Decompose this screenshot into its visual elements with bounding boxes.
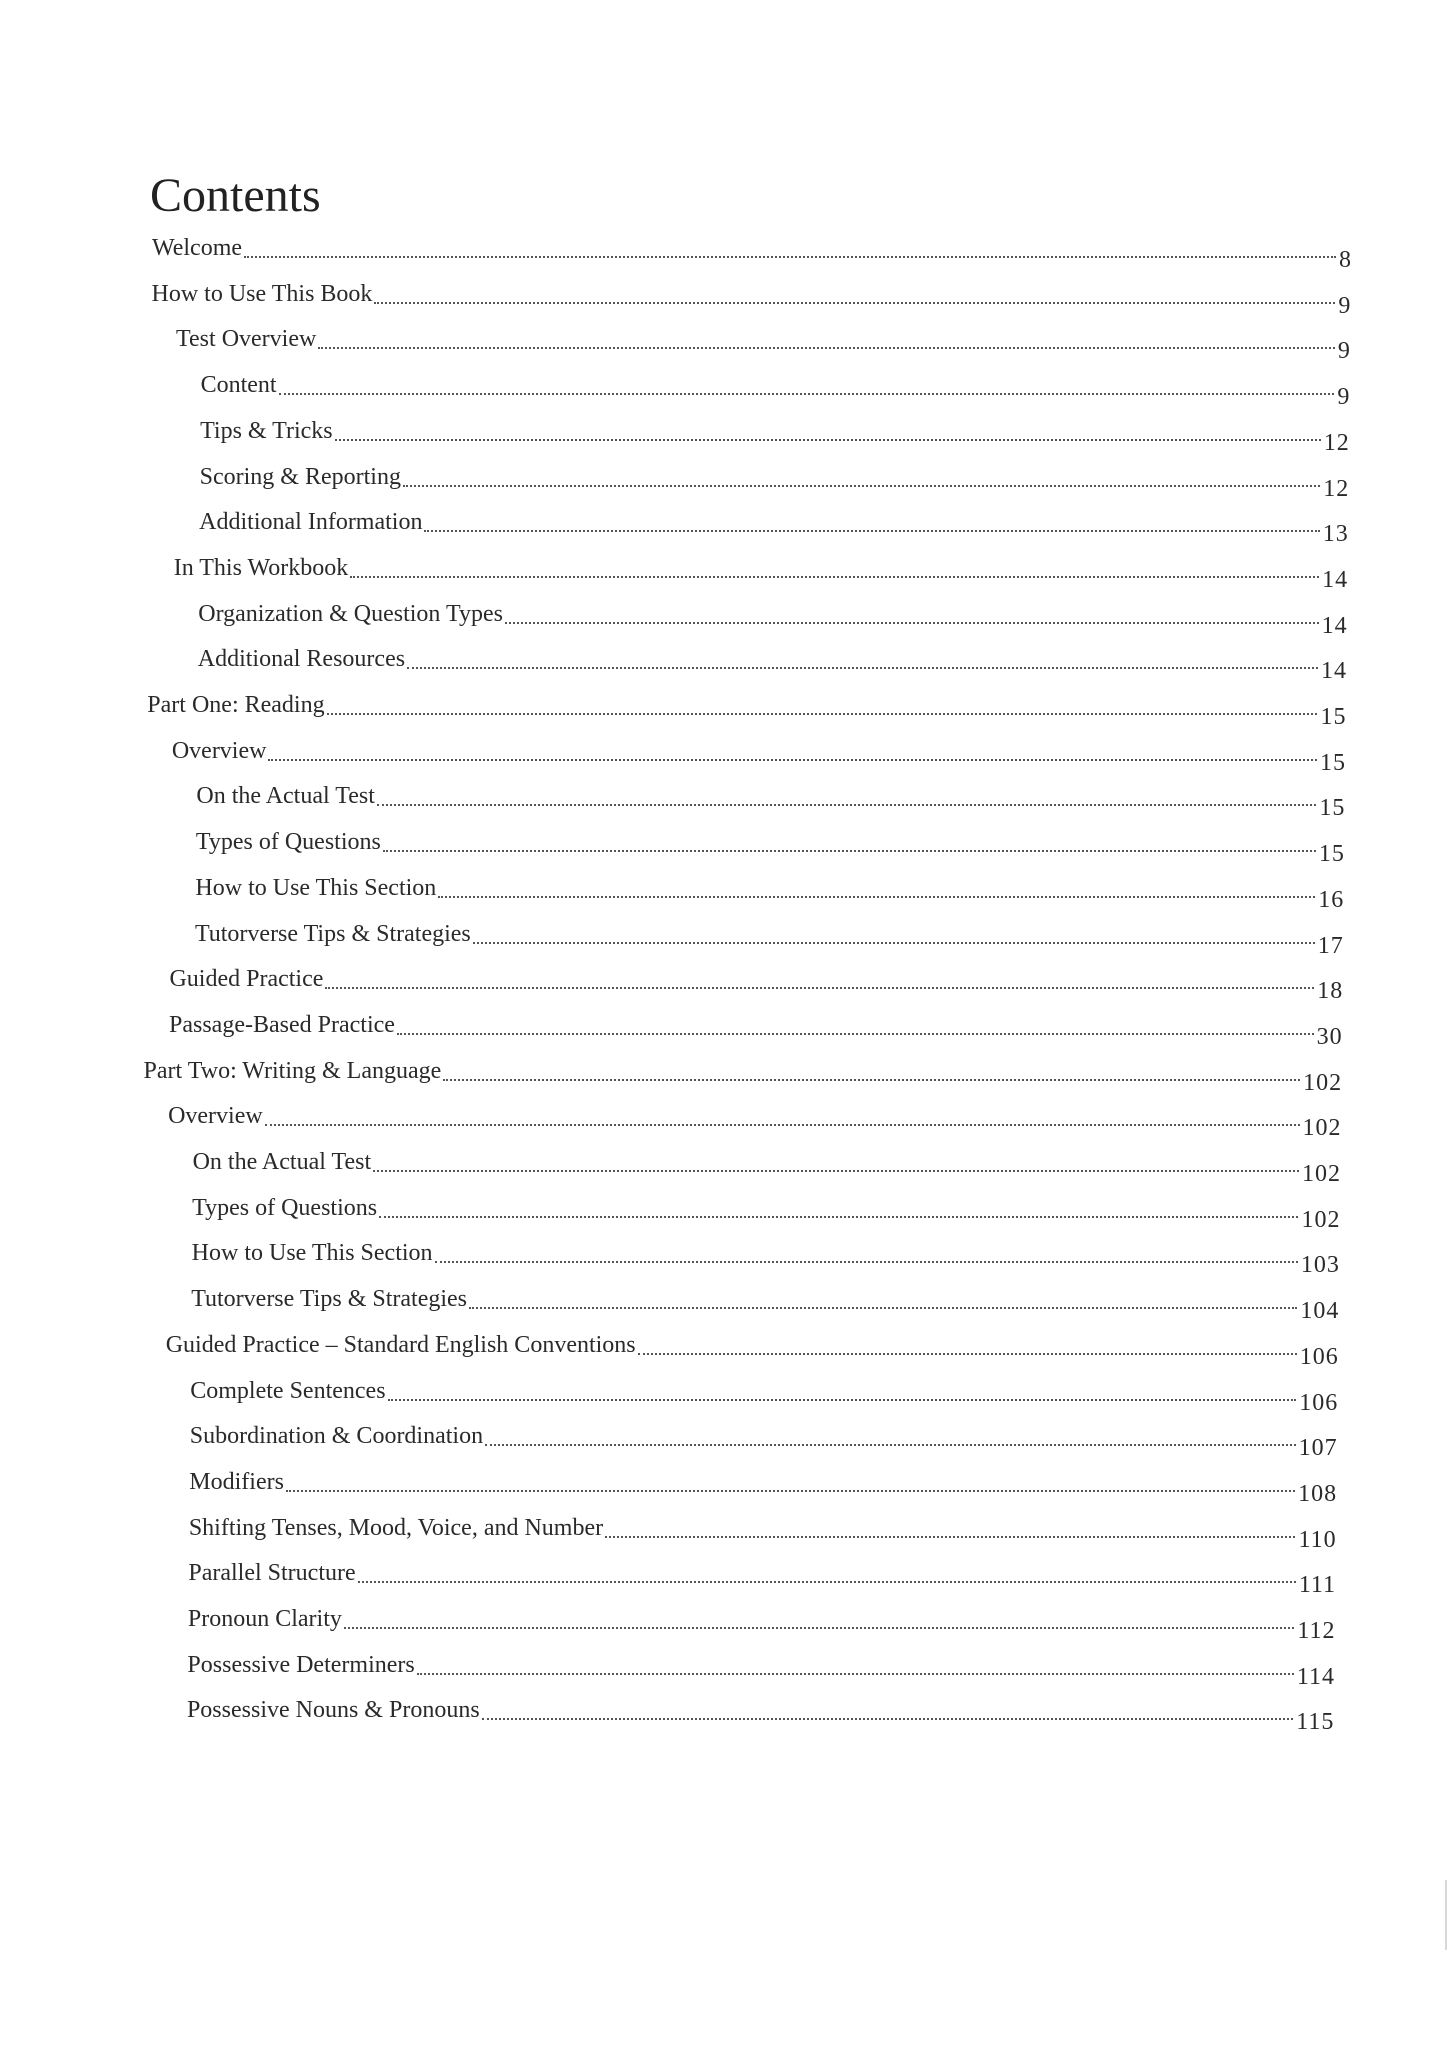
toc-entry-page-number: 112 bbox=[1297, 1618, 1336, 1644]
toc-entry bbox=[143, 1055, 1343, 1096]
toc-entry-page-number: 12 bbox=[1323, 429, 1350, 456]
toc-entry-page-number: 114 bbox=[1296, 1663, 1335, 1690]
toc-entry-label: Additional Information bbox=[199, 509, 423, 536]
toc-dot-leader bbox=[417, 1673, 1294, 1675]
toc-entry-label: Subordination & Coordination bbox=[189, 1423, 484, 1450]
toc-entry-label: Modifiers bbox=[189, 1468, 284, 1495]
toc-dot-leader bbox=[265, 1124, 1300, 1126]
toc-entry-label: Scoring & Reporting bbox=[199, 463, 401, 490]
toc-entry-page-number: 111 bbox=[1298, 1572, 1337, 1599]
toc-entry-label: Types of Questions bbox=[195, 829, 381, 856]
toc-entry bbox=[151, 278, 1352, 319]
toc-entry-label: Parallel Structure bbox=[188, 1560, 356, 1587]
toc-entry-label: Types of Questions bbox=[192, 1194, 378, 1221]
toc-entry-page-number: 102 bbox=[1301, 1206, 1341, 1233]
toc-entry-page-number: 106 bbox=[1299, 1389, 1339, 1416]
toc-entry-page-number: 115 bbox=[1296, 1709, 1335, 1736]
toc-entry-label: Additional Resources bbox=[197, 646, 406, 673]
toc-entry-page-number: 14 bbox=[1322, 566, 1349, 593]
toc-dot-leader bbox=[397, 1033, 1314, 1035]
toc-dot-leader bbox=[438, 896, 1315, 898]
toc-entry bbox=[176, 323, 1351, 365]
toc-dot-leader bbox=[482, 1718, 1294, 1720]
toc-entry bbox=[165, 1329, 1339, 1370]
toc-entry bbox=[152, 232, 1352, 273]
toc-dot-leader bbox=[403, 485, 1320, 487]
toc-entry-page-number: 17 bbox=[1317, 932, 1344, 959]
toc-entry-page-number: 110 bbox=[1298, 1526, 1337, 1553]
toc-entry-page-number: 15 bbox=[1319, 795, 1346, 822]
toc-entry-page-number: 14 bbox=[1321, 612, 1348, 639]
toc-entry-label: Passage-Based Practice bbox=[169, 1011, 395, 1038]
toc-entry-label: Welcome bbox=[152, 235, 243, 261]
toc-entry-page-number: 15 bbox=[1319, 749, 1346, 776]
toc-dot-leader bbox=[383, 850, 1316, 852]
toc-entry-page-number: 16 bbox=[1318, 886, 1345, 913]
toc-entry-label: Pronoun Clarity bbox=[187, 1606, 342, 1632]
toc-entry-label: On the Actual Test bbox=[192, 1149, 372, 1175]
toc-entry bbox=[200, 369, 1351, 411]
toc-entry-page-number: 102 bbox=[1301, 1161, 1341, 1187]
toc-entry-label: How to Use This Section bbox=[191, 1240, 433, 1267]
toc-entry-label: On the Actual Test bbox=[196, 783, 375, 810]
toc-entry-page-number: 106 bbox=[1299, 1343, 1339, 1370]
toc-entry-label: Shifting Tenses, Mood, Voice, and Number bbox=[188, 1514, 604, 1541]
toc-entry bbox=[187, 1603, 1336, 1644]
toc-entry-page-number: 9 bbox=[1338, 292, 1352, 319]
toc-entry bbox=[191, 1283, 1340, 1325]
toc-dot-leader bbox=[279, 393, 1335, 395]
toc-entry bbox=[147, 689, 1347, 730]
toc-entry bbox=[197, 643, 1348, 685]
toc-dot-leader bbox=[485, 1444, 1296, 1446]
toc-dot-leader bbox=[327, 713, 1318, 715]
toc-entry-label: In This Workbook bbox=[173, 554, 349, 581]
toc-entry bbox=[168, 1100, 1342, 1142]
toc-entry bbox=[191, 1237, 1340, 1279]
toc-entry bbox=[200, 415, 1350, 456]
toc-dot-leader bbox=[388, 1399, 1297, 1401]
toc-entry-label: Tips & Tricks bbox=[200, 417, 333, 444]
toc-dot-leader bbox=[605, 1536, 1295, 1538]
toc-entry-page-number: 9 bbox=[1337, 384, 1351, 411]
toc-entry-page-number: 102 bbox=[1303, 1069, 1343, 1096]
toc-dot-leader bbox=[435, 1261, 1298, 1263]
toc-entry bbox=[192, 1192, 1341, 1233]
toc-dot-leader bbox=[374, 302, 1335, 304]
toc-entry-label: Part One: Reading bbox=[147, 692, 325, 718]
toc-entry-label: How to Use This Book bbox=[151, 280, 373, 307]
toc-entry bbox=[199, 506, 1349, 548]
toc-entry bbox=[189, 1466, 1338, 1507]
toc-entry bbox=[190, 1375, 1339, 1416]
toc-entry-page-number: 9 bbox=[1337, 338, 1351, 365]
toc-dot-leader bbox=[268, 759, 1316, 761]
page-title: Contents bbox=[150, 169, 321, 222]
toc-entry-page-number: 108 bbox=[1298, 1480, 1338, 1507]
toc-entry bbox=[171, 735, 1346, 776]
toc-entry-page-number: 103 bbox=[1300, 1252, 1340, 1279]
toc-dot-leader bbox=[407, 667, 1318, 669]
toc-entry-page-number: 102 bbox=[1302, 1115, 1342, 1142]
scan-edge-mark bbox=[1445, 1880, 1447, 1950]
toc-entry-label: Guided Practice bbox=[169, 966, 324, 993]
toc-dot-leader bbox=[443, 1079, 1300, 1081]
toc-entry-page-number: 30 bbox=[1316, 1023, 1343, 1050]
toc-dot-leader bbox=[505, 622, 1319, 624]
toc-entry bbox=[188, 1512, 1337, 1553]
toc-dot-leader bbox=[344, 1627, 1294, 1629]
toc-entry-label: Tutorverse Tips & Strategies bbox=[191, 1286, 467, 1313]
toc-entry-page-number: 107 bbox=[1298, 1435, 1338, 1462]
toc-dot-leader bbox=[469, 1307, 1297, 1309]
toc-entry-label: Tutorverse Tips & Strategies bbox=[194, 920, 471, 947]
toc-entry bbox=[169, 963, 1344, 1005]
toc-entry-page-number: 15 bbox=[1320, 704, 1347, 730]
toc-entry bbox=[196, 780, 1346, 822]
toc-dot-leader bbox=[424, 530, 1319, 532]
toc-entry-label: Test Overview bbox=[176, 326, 317, 353]
toc-entry bbox=[186, 1694, 1335, 1736]
toc-entry-label: Overview bbox=[168, 1103, 263, 1130]
toc-entry-label: Possessive Determiners bbox=[187, 1651, 415, 1678]
toc-entry-label: How to Use This Section bbox=[195, 874, 437, 901]
toc-entry-label: Part Two: Writing & Language bbox=[143, 1057, 442, 1084]
toc-dot-leader bbox=[379, 1216, 1298, 1218]
toc-entry bbox=[173, 552, 1349, 593]
toc-dot-leader bbox=[318, 347, 1335, 349]
toc-entry-label: Organization & Question Types bbox=[198, 600, 503, 627]
toc-dot-leader bbox=[473, 942, 1315, 944]
toc-entry bbox=[187, 1649, 1335, 1690]
toc-entry bbox=[188, 1557, 1337, 1599]
toc-entry bbox=[195, 872, 1345, 913]
toc-entry-page-number: 104 bbox=[1300, 1298, 1340, 1325]
toc-entry bbox=[189, 1420, 1338, 1462]
toc-entry-label: Overview bbox=[171, 737, 267, 764]
toc-dot-leader bbox=[286, 1490, 1295, 1492]
toc-entry bbox=[192, 1146, 1341, 1187]
toc-entry-page-number: 13 bbox=[1322, 521, 1349, 548]
toc-entry-page-number: 12 bbox=[1323, 475, 1350, 502]
toc-dot-leader bbox=[373, 1170, 1299, 1172]
toc-dot-leader bbox=[377, 804, 1317, 806]
toc-entry bbox=[169, 1009, 1343, 1050]
toc-entry-page-number: 8 bbox=[1339, 247, 1352, 273]
toc-dot-leader bbox=[350, 576, 1319, 578]
toc-entry-label: Content bbox=[200, 372, 277, 399]
toc-entry-label: Possessive Nouns & Pronouns bbox=[186, 1697, 480, 1724]
toc-entry-label: Guided Practice – Standard English Conventions bbox=[165, 1331, 636, 1358]
toc-entry-page-number: 14 bbox=[1321, 658, 1348, 685]
toc-entry bbox=[199, 461, 1350, 502]
toc-entry bbox=[194, 918, 1344, 959]
toc-entry-page-number: 18 bbox=[1317, 978, 1344, 1005]
toc-dot-leader bbox=[358, 1581, 1296, 1583]
toc-entry-page-number: 15 bbox=[1318, 841, 1345, 868]
toc-dot-leader bbox=[638, 1353, 1297, 1355]
toc-dot-leader bbox=[325, 987, 1314, 989]
toc-entry bbox=[195, 826, 1345, 868]
toc-entry bbox=[198, 598, 1348, 639]
toc-dot-leader bbox=[335, 439, 1321, 441]
toc-dot-leader bbox=[244, 256, 1336, 258]
toc-entry-label: Complete Sentences bbox=[190, 1377, 386, 1404]
